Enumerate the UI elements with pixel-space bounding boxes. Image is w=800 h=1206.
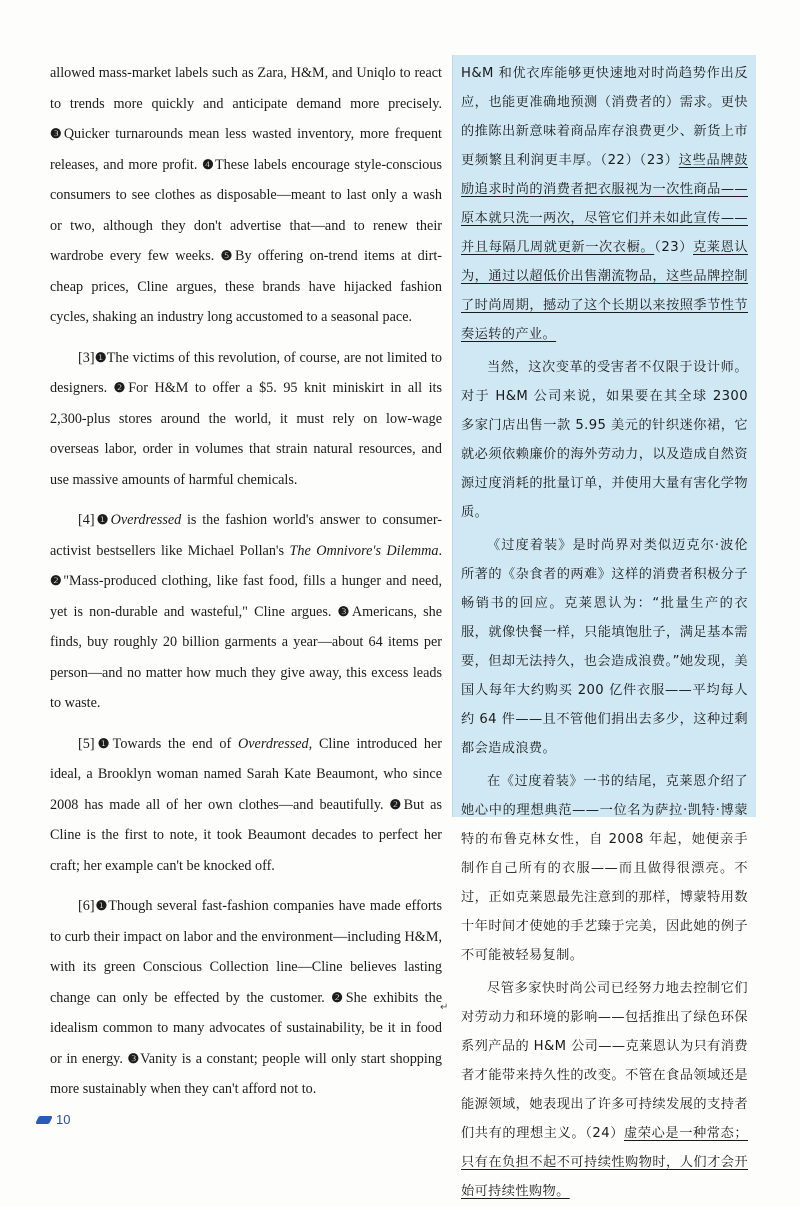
- paragraph-6: [50, 891, 442, 1105]
- text: For H&M to offer a $5. 95 knit miniskirt in all its 2,300-plus stores around the world, it must rely on low-wage overseas labor, order in volumes that strain natural resources, and use massive amounts of harmful chemicals.: [50, 380, 442, 488]
- text: By offering on-trend items at dirt-cheap prices, Cline argues, these brands have hijacked fashion cycles, shaking an industry long accustomed to a seasonal pace.: [50, 248, 442, 325]
- sentence-number: ❺: [220, 248, 235, 263]
- text: "Mass-produced clothing, like fast food, fills a hunger and need, yet is non-durable and wasteful," Cline argues.: [50, 573, 442, 620]
- sentence-number: ❹: [202, 156, 216, 172]
- sentence-number: ❷: [50, 573, 64, 588]
- translation-paragraph-3: 当然，这次变革的受害者不仅限于设计师。对于 H&M 公司来说，如果要在其全球 2300 多家门店出售一款 5.95 美元的针织迷你裙，它就必须依赖廉价的海外劳动力，以及造成自然资源过度消耗的批量订单，并使用大量有害化学物质。: [461, 360, 748, 520]
- text: These labels encourage style-conscious consumers to see clothes as disposable—meant to last only a wash or two, although they don't advertise that—and to renew their wardrobe every few weeks.: [50, 156, 442, 264]
- sentence-number: ❷: [389, 796, 404, 812]
- book-title: Overdressed: [237, 735, 309, 752]
- paragraph-number: [3]: [78, 349, 95, 366]
- text: .: [438, 542, 442, 559]
- paragraph-number: [6]: [78, 898, 95, 914]
- underlined-answer: 克莱恩认为，通过以超低价出售潮流物品，这些品牌控制了时尚周期，撼动了这个长期以来按照季节性节奏运转的产业。: [461, 240, 748, 342]
- translation-paragraph-4: 《过度着装》是时尚界对类似迈克尔·波伦所著的《杂食者的两难》这样的消费者积极分子畅销书的回应。克莱恩认为：“批量生产的衣服，就像快餐一样，只能填饱肚子，满足基本需要，但却无法持久，也会造成浪费。”她发现，美国人每年大约购买 200 亿件衣服——平均每人约 64 件——且不管他们捐出去多少，这种过剩都会造成浪费。: [461, 538, 748, 756]
- sentence-number: ❶: [94, 349, 107, 365]
- translation-paragraph-5: 在《过度着装》一书的结尾，克莱恩介绍了她心中的理想典范——一位名为萨拉·凯特·博蒙特的布鲁克林女性，自 2008 年起，她便亲手制作自己所有的衣服——而且做得很漂亮。不过，正如克莱恩最先注意到的那样，博蒙特用数十年时间才使她的手艺臻于完美，因此她的例子不可能被轻易复制。: [461, 774, 748, 963]
- page-footer: [36, 1112, 70, 1127]
- sentence-number: ❶: [94, 512, 111, 527]
- paragraph-5: [50, 729, 442, 882]
- translation-paragraph-6: [461, 974, 748, 1206]
- chinese-translation-column: [452, 55, 756, 1199]
- sentence-number: ❸: [127, 1050, 141, 1066]
- text: But as Cline is the first to note, it took Beaumont decades to perfect her craft; her example can't be knocked off.: [50, 796, 442, 874]
- text: Towards the end of: [112, 735, 238, 752]
- sentence-number: ❷: [331, 989, 346, 1005]
- text: , Cline introduced her ideal, a Brooklyn woman named Sarah Kate Beaumont, who since 2008 has made all of her own clothes—and beautifully.: [50, 735, 442, 813]
- sentence-number: ❸: [50, 126, 64, 141]
- sentence-number: ❸: [337, 603, 352, 619]
- sentence-number: ❶: [94, 735, 113, 751]
- text: allowed mass-market labels such as Zara, H&M, and Uniqlo to react to trends more quickly and anticipate demand more precisely.: [50, 65, 442, 112]
- return-mark: ↵: [440, 1002, 449, 1013]
- text: Quicker turnarounds mean less wasted inventory, more frequent releases, and more profit.: [50, 126, 442, 173]
- graduation-cap-icon: [36, 1115, 52, 1125]
- paragraph-2-continued: [50, 58, 442, 333]
- text: Americans, she finds, buy roughly 20 billion garments a year—about 64 items per person—and no matter how much they give away, this excess leads to waste.: [50, 603, 442, 711]
- translation-paragraph-2: [461, 59, 748, 349]
- page-number: 10: [56, 1112, 71, 1127]
- english-column: [50, 58, 442, 1115]
- text: 尽管多家快时尚公司已经努力地去控制它们对劳动力和环境的影响——包括推出了绿色环保系列产品的 H&M 公司——克莱恩认为只有消费者才能带来持久性的改变。不管在食品领域还是能源领域，她表现出了许多可持续发展的支持者们共有的理想主义。（24）: [461, 981, 748, 1141]
- text: She exhibits the idealism common to many advocates of sustainability, be it in food or in energy.: [50, 989, 442, 1067]
- text: The victims of this revolution, of course, are not limited to designers.: [50, 349, 442, 396]
- paragraph-number: [4]: [78, 512, 95, 528]
- book-title: Overdressed: [110, 512, 182, 528]
- paragraph-3: [50, 343, 442, 496]
- paragraph-4: [50, 505, 442, 719]
- underlined-answer: 虚荣心是一种常态；只有在负担不起不可持续性购物时，人们才会开始可持续性购物。: [461, 1126, 748, 1199]
- sentence-number: ❷: [113, 380, 129, 395]
- paragraph-number: [5]: [78, 735, 95, 752]
- underlined-answer: 这些品牌鼓励追求时尚的消费者把衣服视为一次性商品——原本就只洗一两次，尽管它们并未如此宣传——并且每隔几周就更新一次衣橱。: [461, 153, 748, 255]
- sentence-number: ❶: [94, 898, 109, 913]
- text: H&M 和优衣库能够更快速地对时尚趋势作出反应，也能更准确地预测（消费者的）需求。更快的推陈出新意味着商品库存浪费更少、新货上市更频繁且利润更丰厚。（22）（23）: [461, 66, 748, 168]
- text: is the fashion world's answer to consumer-activist bestsellers like Michael Pollan's: [50, 512, 442, 559]
- text: （23）: [654, 240, 693, 255]
- text: Vanity is a constant; people will only start shopping more sustainably when they can't afford not to.: [50, 1050, 443, 1097]
- text: Though several fast-fashion companies have made efforts to curb their impact on labor and the environment—including H&M, with its green Conscious Collection line—Cline believes lasting change can only be effected by the customer.: [50, 898, 443, 1006]
- book-title: The Omnivore's Dilemma: [289, 542, 439, 559]
